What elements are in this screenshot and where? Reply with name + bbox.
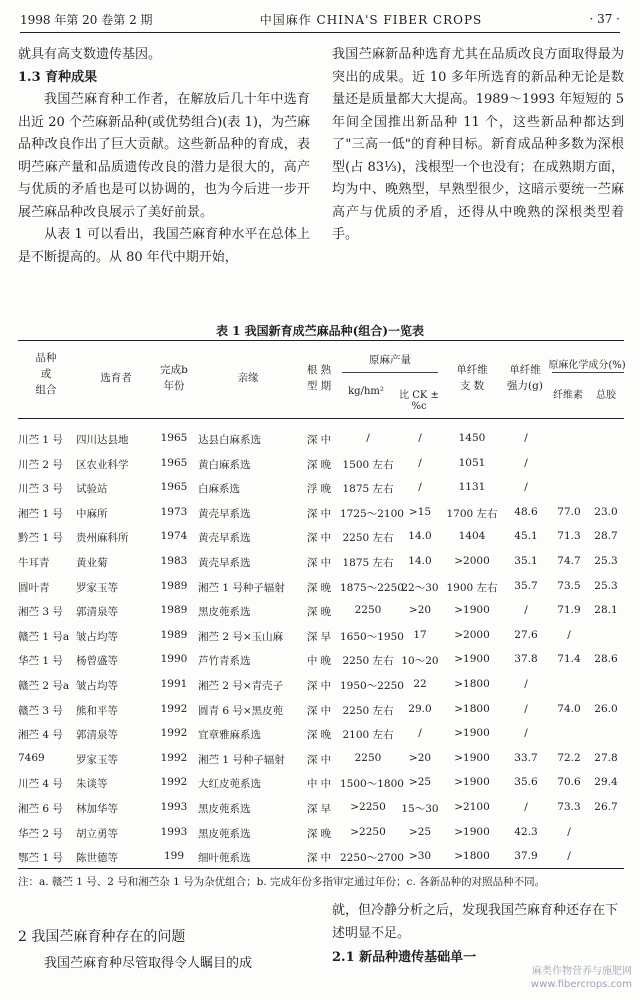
header-yield: 原麻产量 (369, 354, 411, 366)
cell-yield-ck: 17 (413, 628, 427, 641)
cell-total-gum: 29.4 (594, 776, 618, 789)
cell-yield-ck: 22 (413, 678, 427, 690)
table-row (18, 772, 624, 794)
cell-breeder: 贵州麻科所 (76, 532, 129, 545)
cell-pedigree: 黑皮蔸系选 (198, 827, 251, 840)
cell-yield-ck: / (418, 456, 422, 469)
cell-total-gum: 27.8 (594, 751, 618, 764)
cell-year: 1992 (160, 702, 188, 715)
cell-year: 1992 (160, 776, 188, 789)
cell-yield-kg: 2100 左右 (342, 729, 394, 742)
cell-root-maturity: 深 中 (306, 852, 332, 865)
table-bottom-rule (18, 868, 624, 869)
section-heading-2-1: 2.1 新品种遗传基础单一 (332, 950, 477, 965)
cell-pedigree: 黄白麻系选 (198, 458, 251, 471)
cell-fiber-count: >1900 (454, 776, 490, 789)
cell-yield-ck: >25 (408, 776, 432, 789)
cell-total-gum: 28.1 (594, 604, 618, 617)
cell-yield-kg: 1725～2100 (340, 507, 404, 520)
cell-fiber-strength: 42.3 (514, 825, 538, 838)
cell-cellulose: 71.3 (557, 530, 581, 543)
cell-root-maturity: 深 早 (306, 803, 332, 815)
cell-fiber-count: 1700 左右 (446, 507, 498, 520)
cell-cellulose: 74.0 (557, 702, 581, 715)
cell-pedigree: 湘苎 1 号种子辐射 (198, 753, 285, 766)
cell-fiber-strength: 35.1 (514, 555, 538, 567)
cell-breeder: 陈世德等 (76, 852, 118, 865)
cell-cellulose: / (567, 825, 571, 838)
table-row (18, 526, 624, 548)
cell-variety: 湘苎 4 号 (18, 729, 63, 742)
table-header-rule (18, 418, 624, 419)
cell-variety: 华苎 2 号 (18, 827, 63, 840)
cell-pedigree: 达县白麻系选 (198, 434, 261, 446)
table-row (18, 576, 624, 598)
cell-breeder: 区农业科学 (76, 458, 129, 471)
cell-yield-kg: >2250 (350, 801, 386, 813)
header-chem: 原麻化学成分(%) (548, 360, 626, 371)
table-row (18, 797, 624, 819)
cell-breeder: 试验站 (76, 483, 108, 496)
cell-fiber-strength: 48.6 (514, 505, 538, 518)
header-breeder: 选育者 (100, 372, 132, 384)
cell-fiber-strength: 35.7 (514, 579, 538, 592)
cell-root-maturity: 深 中 (306, 507, 332, 520)
cell-fiber-count: >1900 (454, 727, 490, 740)
cell-variety: 华苎 1 号 (18, 655, 63, 668)
cell-cellulose: 71.4 (557, 653, 581, 666)
cell-pedigree: 黑皮蔸系选 (198, 803, 251, 815)
cell-variety: 川苎 4 号 (18, 778, 63, 791)
cell-yield-ck: 14.0 (408, 530, 432, 543)
table-row (18, 477, 624, 499)
cell-variety: 川苎 1 号 (18, 434, 63, 446)
cell-fiber-count: 1450 (458, 432, 486, 444)
header-fiber-strength: 单纤维 强力(g) (507, 364, 543, 392)
cell-root-maturity: 深 晚 (306, 458, 332, 471)
cell-breeder: 熊和平等 (76, 704, 118, 717)
watermark (531, 965, 632, 991)
cell-breeder: 杨曾盛等 (76, 655, 118, 668)
bottom-left-paragraph: 我国苎麻育种尽管取得令人瞩目的成 (44, 955, 253, 971)
issue-label: 1998 年第 20 卷第 2 期 (20, 12, 153, 27)
table-top-rule (18, 340, 624, 341)
header-root-maturity: 根 熟 型 期 (306, 364, 332, 392)
cell-yield-kg: 2250～2700 (340, 852, 404, 865)
cell-root-maturity: 深 中 (306, 532, 332, 545)
cell-breeder: 朱谈等 (76, 778, 108, 791)
watermark-line-2: www.fibercrops.com (530, 979, 632, 990)
cell-breeder: 罗家玉等 (76, 581, 118, 594)
cell-yield-kg: 1875 左右 (342, 557, 394, 569)
cell-yield-ck: 14.0 (408, 555, 432, 567)
cell-year: 1965 (160, 456, 188, 469)
cell-yield-ck: 10～20 (401, 655, 439, 668)
cell-pedigree: 芦竹青系选 (198, 655, 251, 668)
cell-year: 1983 (160, 555, 188, 567)
cell-cellulose: 77.0 (557, 505, 581, 518)
cell-variety: 赣苎 3 号 (18, 704, 63, 717)
cell-yield-ck: >25 (408, 825, 432, 838)
cell-fiber-strength: 37.8 (514, 653, 538, 666)
cell-variety: 湘苎 3 号 (18, 606, 63, 619)
cell-fiber-count: 1900 左右 (446, 581, 498, 594)
cell-fiber-count: 1404 (458, 530, 486, 543)
cell-pedigree: 白麻系选 (198, 483, 240, 496)
cell-breeder: 胡立勇等 (76, 827, 118, 840)
cell-fiber-count: >1800 (454, 850, 490, 863)
cell-variety: 黔苎 1 号 (18, 532, 63, 545)
cell-fiber-count: >1900 (454, 751, 490, 764)
cell-breeder: 郭清泉等 (76, 606, 118, 619)
cell-cellulose: 72.2 (557, 751, 581, 764)
table-row (18, 723, 624, 745)
bottom-left-column (18, 900, 310, 975)
cell-pedigree: 圆青 6 号×黑皮蔸 (198, 704, 284, 717)
table-row (18, 625, 624, 647)
header-yield-kg: kg/hm² (348, 386, 384, 397)
cell-year: 1993 (160, 801, 188, 813)
cell-year: 1965 (160, 481, 188, 494)
cell-breeder: 皱占均等 (76, 630, 118, 643)
cell-cellulose: / (567, 628, 571, 641)
table-row (18, 502, 624, 524)
cell-year: 1989 (160, 604, 188, 617)
cell-fiber-count: >2100 (454, 801, 490, 813)
header-cellulose: 纤维素 (553, 390, 583, 401)
cell-yield-kg: 1875～2250 (340, 581, 404, 594)
cell-fiber-count: >1900 (454, 825, 490, 838)
cell-cellulose: 71.9 (557, 604, 581, 617)
yield-subrule (342, 372, 438, 373)
cell-pedigree: 湘苎 1 号种子辐射 (198, 581, 285, 594)
cell-pedigree: 细叶蔸系选 (198, 852, 251, 865)
cell-year: 1992 (160, 751, 188, 764)
cell-yield-kg: 1950～2250 (340, 680, 404, 692)
cell-year: 1992 (160, 727, 188, 740)
cell-fiber-strength: / (524, 456, 528, 469)
cell-year: 1973 (160, 505, 188, 518)
cell-breeder: 郭清泉等 (76, 729, 118, 742)
cell-yield-ck: >20 (408, 604, 432, 617)
cell-yield-ck: / (418, 481, 422, 494)
cell-fiber-strength: / (524, 432, 528, 444)
cell-total-gum: 26.0 (594, 702, 618, 715)
cell-fiber-strength: / (524, 678, 528, 690)
cell-year: 1990 (160, 653, 188, 666)
cell-variety: 赣苎 2 号a (18, 680, 70, 692)
cell-fiber-count: 1051 (458, 456, 486, 469)
cell-fiber-strength: / (524, 702, 528, 715)
cell-year: 1991 (160, 678, 188, 690)
cell-root-maturity: 深 中 (306, 753, 332, 766)
left-paragraph-2: 从表 1 可以看出，我国苎麻育种水平在总体上是不断提高的。从 80 年代中期开始， (18, 227, 310, 265)
cell-yield-ck: 15～30 (401, 803, 439, 815)
cell-yield-kg: / (366, 432, 370, 444)
cell-fiber-count: >1900 (454, 604, 490, 617)
cell-pedigree: 黄壳早系选 (198, 532, 251, 545)
cell-variety: 牛耳青 (18, 557, 50, 569)
left-column (18, 44, 310, 269)
cell-fiber-strength: / (524, 727, 528, 740)
cell-fiber-strength: / (524, 481, 528, 494)
cell-year: 1974 (160, 530, 188, 543)
section-heading-1-3: 1.3 育种成果 (18, 69, 98, 85)
section-heading-2: 2 我国苎麻育种存在的问题 (18, 929, 186, 945)
bottom-right-column (332, 900, 624, 970)
cell-pedigree: 宜章雅麻系选 (198, 729, 261, 742)
cell-yield-kg: 2250 左右 (342, 704, 394, 717)
header-variety: 品种 或 组合 (35, 352, 57, 396)
cell-breeder: 林加华等 (76, 803, 118, 815)
page-number: · 37 · (589, 12, 620, 26)
table-row (18, 674, 624, 696)
table-row (18, 551, 624, 573)
cell-yield-kg: 2250 左右 (342, 655, 394, 668)
header-yield-ck: 比 CK ± %c (399, 390, 439, 412)
cell-total-gum: 25.3 (594, 555, 618, 567)
cell-variety: 川苎 3 号 (18, 483, 63, 496)
left-line1: 就具有高支数遗传基因。 (18, 47, 162, 62)
table-row (18, 453, 624, 475)
table-row (18, 748, 624, 770)
cell-root-maturity: 深 晚 (306, 581, 332, 594)
cell-fiber-count: 1131 (458, 481, 486, 494)
cell-total-gum: 26.7 (594, 801, 618, 813)
cell-cellulose: 73.5 (557, 579, 581, 592)
cell-variety: 川苎 2 号 (18, 458, 63, 471)
table-row (18, 649, 624, 671)
chem-subrule (552, 372, 624, 373)
table-row (18, 699, 624, 721)
table-row (18, 846, 624, 868)
cell-year: 1989 (160, 579, 188, 592)
cell-root-maturity: 深 晚 (306, 606, 332, 619)
cell-yield-kg: 1500～1800 (340, 778, 404, 791)
cell-root-maturity: 中 中 (306, 778, 332, 791)
cell-breeder: 黄业菊 (76, 557, 108, 569)
cell-yield-kg: 2250 (354, 604, 382, 617)
cell-yield-ck: / (418, 432, 422, 444)
cell-root-maturity: 深 中 (306, 704, 332, 717)
cell-total-gum: 28.7 (594, 530, 618, 543)
header-pedigree: 亲缘 (237, 372, 259, 384)
cell-yield-ck: >30 (408, 850, 432, 863)
cell-pedigree: 湘苎 2 号×玉山麻 (198, 630, 284, 643)
cell-root-maturity: 深 中 (306, 557, 332, 569)
cell-cellulose: 74.7 (557, 555, 581, 567)
cell-root-maturity: 深 早 (306, 630, 332, 643)
cell-breeder: 罗家玉等 (76, 753, 118, 766)
cell-total-gum: 25.3 (594, 579, 618, 592)
cell-pedigree: 黄壳早系选 (198, 557, 251, 569)
cell-root-maturity: 深 中 (306, 434, 332, 446)
cell-fiber-strength: 33.7 (514, 751, 538, 764)
cell-breeder: 皱占均等 (76, 680, 118, 692)
cell-year: 1965 (160, 432, 188, 444)
cell-root-maturity: 深 晚 (306, 729, 332, 742)
cell-root-maturity: 深 中 (306, 680, 332, 692)
right-column (332, 44, 624, 247)
cell-yield-ck: 22～30 (401, 581, 439, 594)
cell-root-maturity: 中 晚 (306, 655, 332, 668)
cell-yield-kg: 2250 (354, 751, 382, 764)
cell-fiber-strength: 37.9 (514, 850, 538, 863)
cell-pedigree: 黄壳早系选 (198, 507, 251, 520)
cell-cellulose: / (567, 850, 571, 863)
cell-root-maturity: 深 晚 (306, 827, 332, 840)
cell-year: 1993 (160, 825, 188, 838)
cell-year: 1989 (160, 628, 188, 641)
cell-yield-ck: >20 (408, 751, 432, 764)
cell-cellulose: 73.3 (557, 801, 581, 813)
cell-breeder: 四川达县地 (76, 434, 129, 446)
header-total-gum: 总胶 (596, 390, 616, 401)
right-paragraph: 我国苎麻新品种选育尤其在品质改良方面取得最为突出的成果。近 10 多年所选育的新品种无论是数量还是质量都大大提高。1989～1993 年短短的 5 年间全国推出新品种 11 个，这些新品种都达到了"三高一低"的育种目标。新育成品种多数为深根型(占 83⅓)，浅根型一个也没有；在成熟期方面，均为中、晚熟型，早熟型很少，这暗示要统一苎麻高产与优质的矛盾，还得从中晚熟的深根类型着手。 (332, 47, 624, 242)
cell-cellulose: 70.6 (557, 776, 581, 789)
cell-root-maturity: 浮 晚 (306, 483, 332, 496)
left-paragraph-1: 我国苎麻育种工作者，在解放后几十年中选育出近 20 个苎麻新品种(或优势组合)(表 1)，为苎麻品种改良作出了巨大贡献。这些新品种的育成，表明苎麻产量和品质遗传改良的潜力是很大的，高产与优质的矛盾也是可以协调的，也为今后进一步开展苎麻品种改良展示了美好前景。 (18, 92, 310, 220)
cell-fiber-count: >2000 (454, 555, 490, 567)
cell-fiber-strength: / (524, 604, 528, 617)
cell-variety: 7469 (18, 751, 45, 764)
page-header (20, 8, 620, 33)
cell-total-gum: 23.0 (594, 505, 618, 518)
cell-yield-kg: 2250 左右 (342, 532, 394, 545)
table-row (18, 600, 624, 622)
cell-pedigree: 大红皮蔸系选 (198, 778, 261, 791)
header-year: 完成b 年份 (160, 364, 188, 392)
cell-year: 199 (163, 850, 185, 863)
cell-variety: 鄂苎 1 号 (18, 852, 63, 865)
cell-yield-kg: 1650～1950 (340, 630, 404, 643)
cell-yield-kg: >2250 (350, 825, 386, 838)
cell-total-gum: 28.6 (594, 653, 618, 666)
table-row (18, 428, 624, 450)
cell-fiber-strength: 35.6 (514, 776, 538, 789)
bottom-right-paragraph: 就，但冷静分析之后，发现我国苎麻育种还存在下述明显不足。 (332, 903, 619, 941)
cell-yield-ck: / (418, 727, 422, 740)
cell-yield-ck: 29.0 (408, 702, 432, 715)
cell-fiber-count: >1900 (454, 653, 490, 666)
header-fiber-count: 单纤维 支 数 (456, 364, 488, 392)
cell-variety: 湘苎 6 号 (18, 803, 63, 815)
cell-fiber-count: >2000 (454, 628, 490, 641)
cell-breeder: 中麻所 (76, 507, 108, 520)
table-note: 注：a. 赣苎 1 号、2 号和湘苎杂 1 号为杂优组合；b. 完成年份多指审定通过年份；c. 各新品种的对照品种不同。 (18, 876, 546, 888)
cell-variety: 湘苎 1 号 (18, 507, 63, 520)
journal-title: 中国麻作 CHINA'S FIBER CROPS (259, 12, 483, 27)
cell-yield-kg: 1875 左右 (342, 483, 394, 496)
cell-variety: 赣苎 1 号a (18, 630, 70, 643)
cell-yield-kg: 1500 左右 (342, 458, 394, 471)
table-caption: 表 1 我国新育成苎麻品种(组合)一览表 (215, 324, 425, 338)
cell-pedigree: 湘苎 2 号×青壳子 (198, 680, 284, 692)
cell-yield-ck: >15 (408, 505, 432, 518)
cell-fiber-count: >1800 (454, 702, 490, 715)
cell-variety: 圆叶青 (18, 581, 50, 594)
watermark-line-1: 麻类作物营养与施肥网 (532, 966, 632, 977)
cell-fiber-strength: / (524, 801, 528, 813)
cell-fiber-count: >1800 (454, 678, 490, 690)
cell-fiber-strength: 27.6 (514, 628, 538, 641)
cell-pedigree: 黑皮蔸系选 (198, 606, 251, 619)
cell-fiber-strength: 45.1 (514, 530, 538, 543)
table-row (18, 822, 624, 844)
